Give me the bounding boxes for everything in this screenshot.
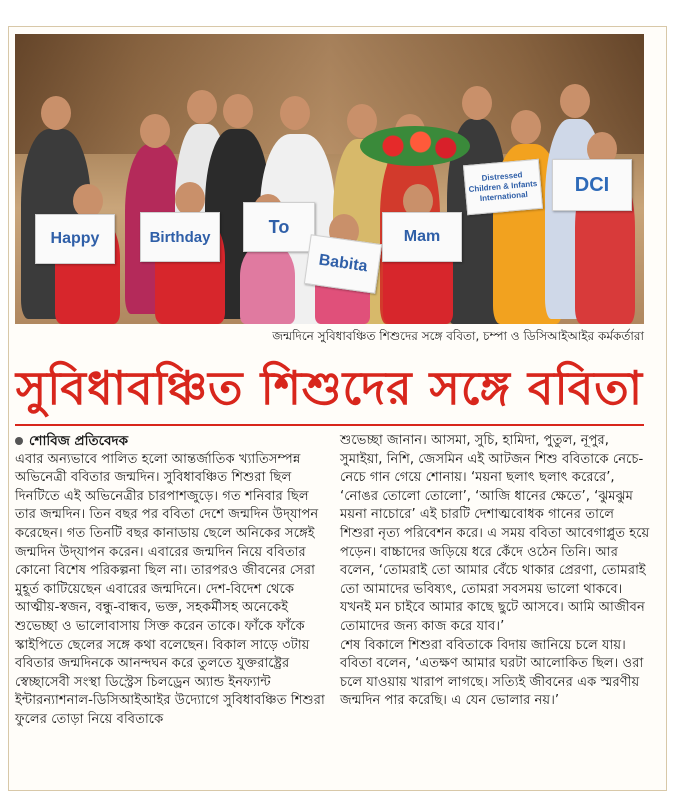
- sign-to: To: [243, 202, 315, 252]
- article-paragraph: এবার অন্যভাবে পালিত হলো আন্তর্জাতিক খ্যাতিসম্পন্ন অভিনেত্রী ববিতার জন্মদিন। সুবিধাবঞ্চিত শিশুরা ছিল দিনটিতে এই অভিনেত্রীর চারপাশজুড়ে। গত শনিবার ছিল তার জন্মদিন। তিন বছর পর ববিতা দেশে জন্মদিন উদ্‌যাপন করেছেন। গত তিনটি বছর কানাডায় ছেলে অনিকের সঙ্গেই জন্মদিন উদ্‌যাপন করেন। এবারের জন্মদিন নিয়ে ববিতার কোনো বিশেষ পরিকল্পনা ছিল না। তারপরও জীবনের সেরা মুহূর্ত কাটিয়েছেন এবারের জন্মদিনে। দেশ-বিদেশ থেকে আত্মীয়-স্বজন, বন্ধু-বান্ধব, ভক্ত, সহকর্মীসহ অনেকেই শুভেচ্ছা ও ভালোবাসায় সিক্ত করেন তাকে। ফাঁকে ফাঁকে স্কাইপিতে ছেলের সঙ্গে কথা বলেছেন। বিকাল সাড়ে ৩টায় ববিতার জন্মদিনকে আনন্দঘন করে তুলতে যুক্তরাষ্ট্রের স্বেচ্ছাসেবী সংস্থা ডিস্ট্রেস চিলড্রেন অ্যান্ড ইনফ্যান্ট ইন্টারন্যাশনাল-ডিসিআইআইর উদ্যোগে সুবিধাবঞ্চিত শিশুরা ফুলের তোড়া নিয়ে ববিতাকে: [15, 451, 325, 727]
- sign-happy: Happy: [35, 214, 115, 264]
- photo-head: [187, 90, 217, 124]
- photo-head: [73, 184, 103, 218]
- sign-organization: Distressed Children & Infants International: [463, 159, 543, 215]
- photo-head: [140, 114, 170, 148]
- byline-text: শোবিজ প্রতিবেদক: [29, 433, 129, 449]
- photo-head: [175, 182, 205, 216]
- photo-head: [511, 110, 541, 144]
- photo-head: [41, 96, 71, 130]
- photo-background: [15, 34, 644, 154]
- photo-head: [280, 96, 310, 130]
- photo-child: [240, 244, 295, 324]
- article-photo: [15, 34, 644, 324]
- article-paragraph: শেষ বিকালে শিশুরা ববিতাকে বিদায় জানিয়ে চলে যায়। ববিতা বলেন, ‘এতক্ষণ আমার ঘরটা আলোকিত ছিল। ওরা চলে যাওয়ায় খারাপ লাগছে। সত্যিই জীবনের এক স্মরণীয় জন্মদিন পার করেছি। এ যেন ভোলার নয়।’: [340, 637, 644, 709]
- photo-head: [462, 86, 492, 120]
- flower-bouquet: [360, 126, 470, 166]
- sign-dci: DCI: [552, 159, 632, 211]
- article-column-left: [15, 432, 325, 730]
- article-column-right: [340, 432, 650, 711]
- sign-babita: Babita: [304, 234, 382, 294]
- sign-birthday: Birthday: [140, 212, 220, 262]
- article-paragraph: শুভেচ্ছা জানান। আসমা, সুচি, হামিদা, পুতুল, নূপুর, সুমাইয়া, নিশি, জেসমিন এই আটজন শিশু ববিতাকে নেচে-নেচে গান গেয়ে শোনায়। ‘ময়না ছলাৎ ছলাৎ করেরে’, ‘নোঙর তোলো তোলো’, ‘আজি ধানের ক্ষেতে’, ‘ঝুমঝুম ময়না নাচোরে’ এই চারটি দেশাত্মবোধক গানের তালে শিশুরা নৃত্য পরিবেশন করে। এ সময় ববিতা আবেগাপ্লুত হয়ে পড়েন। বাচ্চাদের জড়িয়ে ধরে কেঁদে ওঠেন তিনি। আর বলেন, ‘তোমরাই তো আমার বেঁচে থাকার প্রেরণা, তোমরাই তো আমাদের ভবিষ্যৎ, তোমরা সবসময় ভালো থাকবে। যখনই মন চাইবে আমার কাছে ছুটে আসবে। আমি আজীবন তোমাদের জন্য কাজ করে যাব।’: [340, 433, 650, 634]
- photo-head: [223, 94, 253, 128]
- article-headline: সুবিধাবঞ্চিত শিশুদের সঙ্গে ববিতা: [15, 361, 644, 415]
- bullet-icon: [15, 437, 23, 445]
- sign-mam: Mam: [382, 212, 462, 262]
- photo-head: [560, 84, 590, 118]
- headline-divider: [15, 424, 644, 426]
- byline: [15, 432, 325, 451]
- photo-caption: জন্মদিনে সুবিধাবঞ্চিত শিশুদের সঙ্গে ববিতা, চম্পা ও ডিসিআইআইর কর্মকর্তারা: [272, 329, 644, 343]
